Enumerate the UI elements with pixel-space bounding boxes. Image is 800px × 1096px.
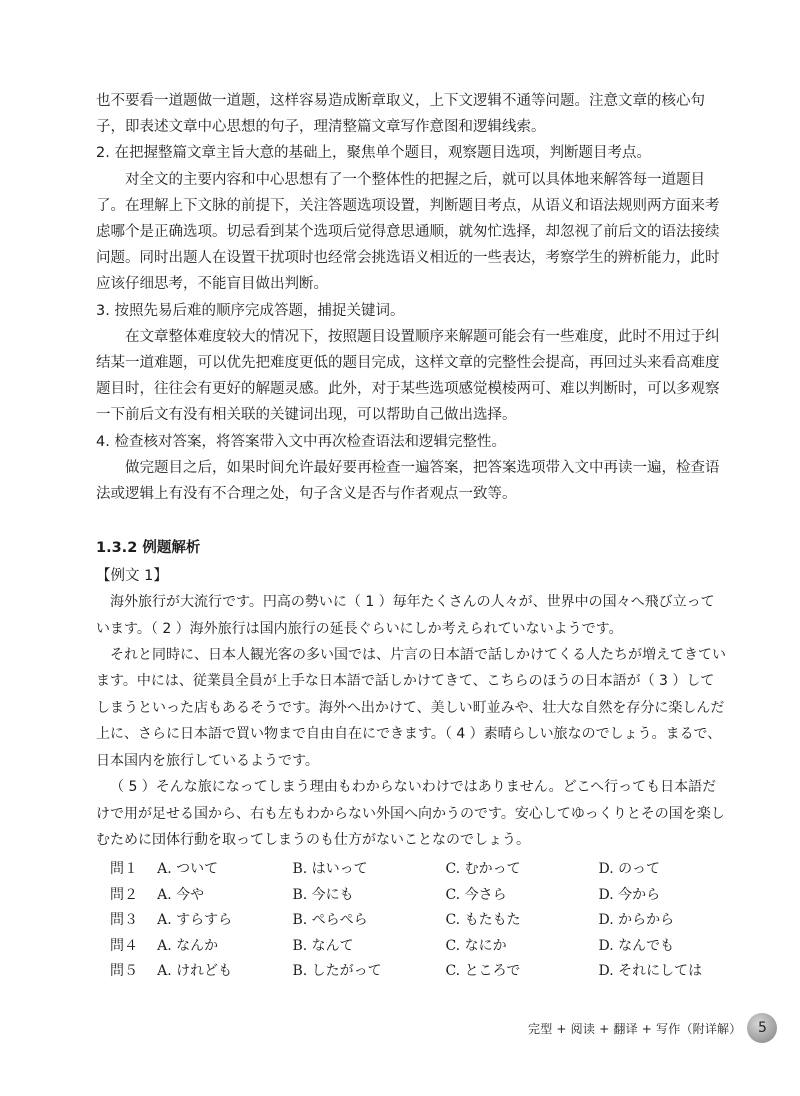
option-c: C. ところで xyxy=(445,963,521,980)
choice-row-3 xyxy=(96,907,726,933)
page-footer xyxy=(528,1008,777,1048)
paragraph-cn-continuation: 也不要看一道题做一道题，这样容易造成断章取义，上下文逻辑不通等问题。注意文章的核心句子，即表述文章中心思想的句子，理清整篇文章写作意图和逻辑线索。 xyxy=(96,93,705,136)
option-d: D. それにしては xyxy=(598,963,703,980)
option-a: A. けれども xyxy=(157,963,233,980)
option-d: D. からから xyxy=(598,912,675,929)
paragraph-cn-4: 做完题目之后，如果时间允许最好要再检查一遍答案，把答案选项带入文中再读一遍，检查语法或逻辑上有没有不合理之处，句子含义是否与作者观点一致等。 xyxy=(96,459,720,503)
option-a: A. すらすら xyxy=(157,912,233,929)
option-c: C. 今さら xyxy=(445,886,507,903)
question-number: 問５ xyxy=(110,963,138,980)
option-b: B. なんて xyxy=(292,937,354,954)
paragraph-jp-1: 海外旅行が大流行です。円高の勢いに（ 1 ）毎年たくさんの人々が、世界中の国々へ飛び立っています。（ 2 ）海外旅行は国内旅行の延長ぐらいにしか考えられていないようです。 xyxy=(96,594,715,637)
option-b: B. ぺらぺら xyxy=(292,912,368,929)
question-number: 問３ xyxy=(110,912,138,929)
choice-row-2 xyxy=(96,881,726,907)
choice-row-4 xyxy=(96,932,726,958)
question-number: 問１ xyxy=(110,861,138,878)
paragraph-jp-2: それと同時に、日本人観光客の多い国では、片言の日本語で話しかけてくる人たちが増えてきています。中には、従業員全員が上手な日本語で話しかけてきて、こちらのほうの日本語が（ 3 ）してしまうといった店もあるそうです。海外へ出かけて、美しい町並みや、壮大な自然を存分に楽しんだ上に、さらに日本語で買い物まで自由自在にできます。（ 4 ）素晴らしい旅なのでしょう。まるで、日本国内を旅行しているようです。 xyxy=(96,647,726,769)
paragraph-jp-3: （ 5 ）そんな旅になってしまう理由もわからないわけではありません。どこへ行っても日本語だけで用が足せる国から、右も左もわからない外国へ向かうのです。安心してゆっくりとその国を楽しむために団体行動を取ってしまうのも仕方がないことなのでしょう。 xyxy=(96,779,725,848)
option-c: C. むかって xyxy=(445,861,521,878)
option-d: D. なんでも xyxy=(598,937,675,954)
option-a: A. なんか xyxy=(157,937,219,954)
list-item-2: 2. 在把握整篇文章主旨大意的基础上，聚焦单个题目，观察题目选项，判断题目考点。 xyxy=(96,145,651,162)
option-c: C. もたもた xyxy=(445,912,521,929)
option-d: D. 今から xyxy=(598,886,661,903)
section-heading: 1.3.2 例题解析 xyxy=(96,540,201,557)
running-footer-title: 完型 + 阅读 + 翻译 + 写作（附详解） xyxy=(528,1021,742,1036)
choice-row-5 xyxy=(96,958,726,984)
option-a: A. ついて xyxy=(157,861,219,878)
choice-row-1 xyxy=(96,855,726,881)
choice-table xyxy=(96,855,726,983)
option-a: A. 今や xyxy=(157,886,205,903)
example-label: 【例文 1】 xyxy=(96,568,168,585)
text-column xyxy=(96,88,726,983)
option-b: B. はいって xyxy=(292,861,368,878)
paragraph-cn-2: 对全文的主要内容和中心思想有了一个整体性的把握之后，就可以具体地来解答每一道题目了。在理解上下文脉的前提下，关注答题选项设置，判断题目考点，从语义和语法规则两方面来考虑哪个是正确选项。切忌看到某个选项后觉得意思通顺，就匆忙选择，却忽视了前后文的语法接续问题。同时出题人在设置干扰项时也经常会挑选语义相近的一些表达，考察学生的辨析能力，此时应该仔细思考，不能盲目做出判断。 xyxy=(96,171,720,293)
option-b: B. 今にも xyxy=(292,886,354,903)
paragraph-cn-3: 在文章整体难度较大的情况下，按照题目设置顺序来解题可能会有一些难度，此时不用过于纠结某一道难题，可以优先把难度更低的题目完成，这样文章的完整性会提高，再回过头来看高难度题目时，往往会有更好的解题灵感。此外，对于某些选项感觉模棱两可、难以判断时，可以多观察一下前后文有没有相关联的关键词出现，可以帮助自己做出选择。 xyxy=(96,328,720,424)
question-number: 問２ xyxy=(110,886,138,903)
list-item-4: 4. 检查核对答案，将答案带入文中再次检查语法和逻辑完整性。 xyxy=(96,433,506,450)
page-number-badge: 5 xyxy=(747,1013,777,1043)
option-d: D. のって xyxy=(598,861,660,878)
question-number: 問４ xyxy=(110,937,138,954)
option-b: B. したがって xyxy=(292,963,382,980)
list-item-3: 3. 按照先易后难的顺序完成答题，捕捉关键词。 xyxy=(96,302,405,319)
option-c: C. なにか xyxy=(445,937,507,954)
